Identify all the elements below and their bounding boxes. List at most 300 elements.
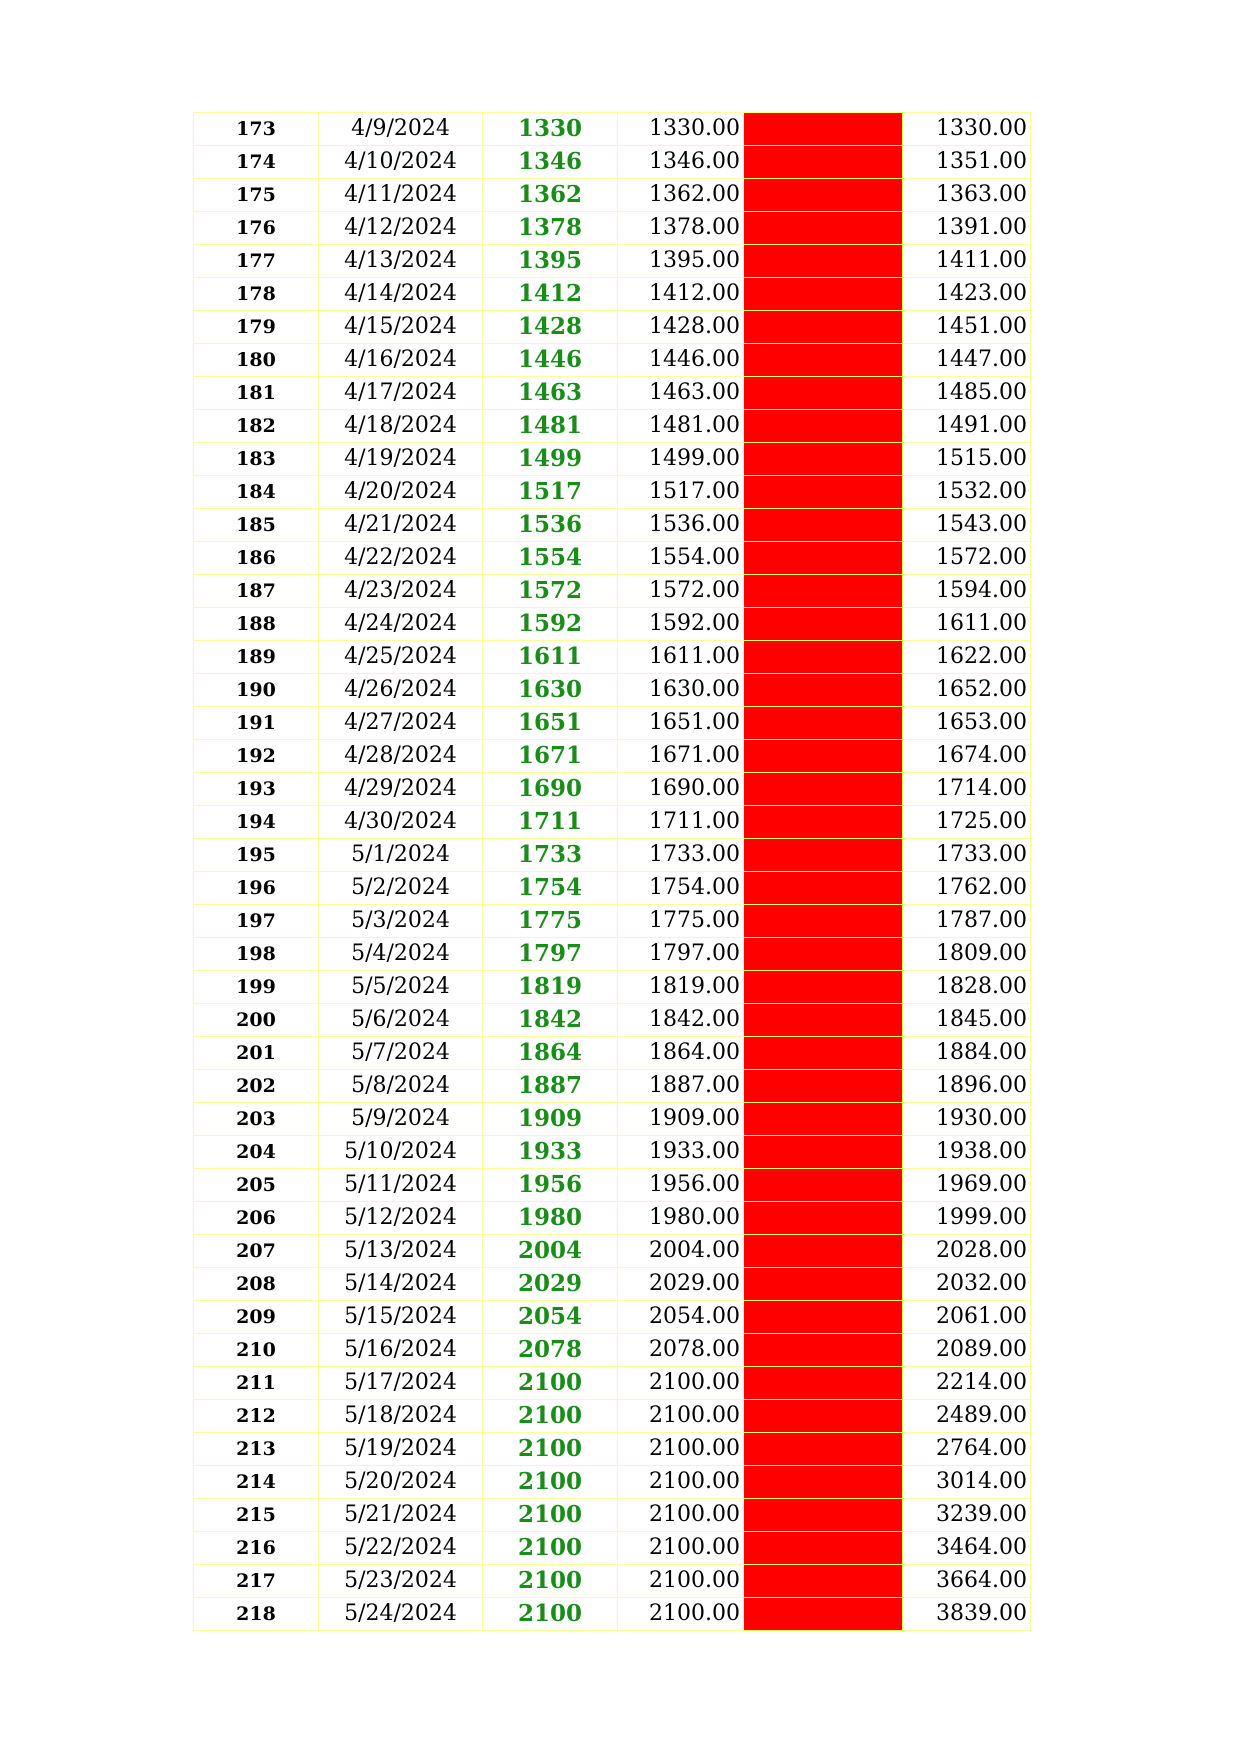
row-number-cell[interactable]: 213 — [194, 1433, 319, 1466]
red-flag-cell[interactable] — [744, 146, 903, 179]
target-cell[interactable]: 1412 — [483, 278, 618, 311]
date-cell[interactable]: 5/22/2024 — [319, 1532, 483, 1565]
value-cell[interactable]: 1330.00 — [618, 113, 744, 146]
actual-cell[interactable]: 1762.00 — [903, 872, 1031, 905]
row-number-cell[interactable]: 188 — [194, 608, 319, 641]
value-cell[interactable]: 2100.00 — [618, 1400, 744, 1433]
target-cell[interactable]: 1481 — [483, 410, 618, 443]
actual-cell[interactable]: 1572.00 — [903, 542, 1031, 575]
red-flag-cell[interactable] — [744, 311, 903, 344]
target-cell[interactable]: 1754 — [483, 872, 618, 905]
target-cell[interactable]: 1671 — [483, 740, 618, 773]
actual-cell[interactable]: 1969.00 — [903, 1169, 1031, 1202]
row-number-cell[interactable]: 185 — [194, 509, 319, 542]
red-flag-cell[interactable] — [744, 1466, 903, 1499]
red-flag-cell[interactable] — [744, 476, 903, 509]
red-flag-cell[interactable] — [744, 1433, 903, 1466]
actual-cell[interactable]: 1622.00 — [903, 641, 1031, 674]
table-row — [194, 542, 1031, 575]
red-flag-cell[interactable] — [744, 575, 903, 608]
table-row — [194, 311, 1031, 344]
actual-cell[interactable]: 1653.00 — [903, 707, 1031, 740]
red-flag-cell[interactable] — [744, 443, 903, 476]
date-cell[interactable]: 4/27/2024 — [319, 707, 483, 740]
target-cell[interactable]: 1446 — [483, 344, 618, 377]
target-cell[interactable]: 1554 — [483, 542, 618, 575]
table-row — [194, 1334, 1031, 1367]
row-number-cell[interactable]: 176 — [194, 212, 319, 245]
row-number-cell[interactable]: 201 — [194, 1037, 319, 1070]
red-flag-cell[interactable] — [744, 608, 903, 641]
table-row — [194, 146, 1031, 179]
red-flag-cell[interactable] — [744, 344, 903, 377]
value-cell[interactable]: 1572.00 — [618, 575, 744, 608]
actual-cell[interactable]: 1930.00 — [903, 1103, 1031, 1136]
red-flag-cell[interactable] — [744, 179, 903, 212]
actual-cell[interactable]: 2028.00 — [903, 1235, 1031, 1268]
target-cell[interactable]: 1428 — [483, 311, 618, 344]
target-cell[interactable]: 2100 — [483, 1499, 618, 1532]
date-cell[interactable]: 5/5/2024 — [319, 971, 483, 1004]
target-cell[interactable]: 1536 — [483, 509, 618, 542]
date-cell[interactable]: 5/15/2024 — [319, 1301, 483, 1334]
actual-cell[interactable]: 2089.00 — [903, 1334, 1031, 1367]
target-cell[interactable]: 1572 — [483, 575, 618, 608]
target-cell[interactable]: 1980 — [483, 1202, 618, 1235]
date-cell[interactable]: 5/24/2024 — [319, 1598, 483, 1631]
row-number-cell[interactable]: 208 — [194, 1268, 319, 1301]
date-cell[interactable]: 5/20/2024 — [319, 1466, 483, 1499]
red-flag-cell[interactable] — [744, 212, 903, 245]
actual-cell[interactable]: 1714.00 — [903, 773, 1031, 806]
actual-cell[interactable]: 1594.00 — [903, 575, 1031, 608]
red-flag-cell[interactable] — [744, 377, 903, 410]
actual-cell[interactable]: 1999.00 — [903, 1202, 1031, 1235]
table-row — [194, 1070, 1031, 1103]
value-cell[interactable]: 1412.00 — [618, 278, 744, 311]
row-number-cell[interactable]: 211 — [194, 1367, 319, 1400]
row-number-cell[interactable]: 205 — [194, 1169, 319, 1202]
row-number-cell[interactable]: 190 — [194, 674, 319, 707]
row-number-cell[interactable]: 216 — [194, 1532, 319, 1565]
target-cell[interactable]: 1819 — [483, 971, 618, 1004]
value-cell[interactable]: 1933.00 — [618, 1136, 744, 1169]
actual-cell[interactable]: 1330.00 — [903, 113, 1031, 146]
target-cell[interactable]: 1933 — [483, 1136, 618, 1169]
table-row — [194, 1532, 1031, 1565]
value-cell[interactable]: 1362.00 — [618, 179, 744, 212]
actual-cell[interactable]: 3839.00 — [903, 1598, 1031, 1631]
date-cell[interactable]: 4/16/2024 — [319, 344, 483, 377]
actual-cell[interactable]: 1674.00 — [903, 740, 1031, 773]
table-row — [194, 1499, 1031, 1532]
target-cell[interactable]: 2029 — [483, 1268, 618, 1301]
value-cell[interactable]: 2100.00 — [618, 1433, 744, 1466]
actual-cell[interactable]: 1543.00 — [903, 509, 1031, 542]
red-flag-cell[interactable] — [744, 971, 903, 1004]
row-number-cell[interactable]: 184 — [194, 476, 319, 509]
value-cell[interactable]: 2100.00 — [618, 1565, 744, 1598]
red-flag-cell[interactable] — [744, 113, 903, 146]
row-number-cell[interactable]: 215 — [194, 1499, 319, 1532]
value-cell[interactable]: 1592.00 — [618, 608, 744, 641]
red-flag-cell[interactable] — [744, 509, 903, 542]
red-flag-cell[interactable] — [744, 674, 903, 707]
value-cell[interactable]: 1554.00 — [618, 542, 744, 575]
date-cell[interactable]: 5/7/2024 — [319, 1037, 483, 1070]
row-number-cell[interactable]: 191 — [194, 707, 319, 740]
value-cell[interactable]: 1864.00 — [618, 1037, 744, 1070]
red-flag-cell[interactable] — [744, 641, 903, 674]
row-number-cell[interactable]: 202 — [194, 1070, 319, 1103]
target-cell[interactable]: 2100 — [483, 1466, 618, 1499]
actual-cell[interactable]: 1491.00 — [903, 410, 1031, 443]
value-cell[interactable]: 1630.00 — [618, 674, 744, 707]
value-cell[interactable]: 1956.00 — [618, 1169, 744, 1202]
date-cell[interactable]: 4/26/2024 — [319, 674, 483, 707]
date-cell[interactable]: 4/10/2024 — [319, 146, 483, 179]
date-cell[interactable]: 5/4/2024 — [319, 938, 483, 971]
target-cell[interactable]: 1864 — [483, 1037, 618, 1070]
date-cell[interactable]: 5/10/2024 — [319, 1136, 483, 1169]
red-flag-cell[interactable] — [744, 1169, 903, 1202]
value-cell[interactable]: 1395.00 — [618, 245, 744, 278]
red-flag-cell[interactable] — [744, 1400, 903, 1433]
date-cell[interactable]: 5/11/2024 — [319, 1169, 483, 1202]
row-number-cell[interactable]: 194 — [194, 806, 319, 839]
actual-cell[interactable]: 1515.00 — [903, 443, 1031, 476]
red-flag-cell[interactable] — [744, 278, 903, 311]
red-flag-cell[interactable] — [744, 1334, 903, 1367]
value-cell[interactable]: 1842.00 — [618, 1004, 744, 1037]
value-cell[interactable]: 1775.00 — [618, 905, 744, 938]
row-number-cell[interactable]: 218 — [194, 1598, 319, 1631]
row-number-cell[interactable]: 214 — [194, 1466, 319, 1499]
actual-cell[interactable]: 1411.00 — [903, 245, 1031, 278]
date-cell[interactable]: 5/21/2024 — [319, 1499, 483, 1532]
date-cell[interactable]: 5/3/2024 — [319, 905, 483, 938]
table-row — [194, 1301, 1031, 1334]
table-row — [194, 179, 1031, 212]
target-cell[interactable]: 1463 — [483, 377, 618, 410]
value-cell[interactable]: 2078.00 — [618, 1334, 744, 1367]
target-cell[interactable]: 2054 — [483, 1301, 618, 1334]
red-flag-cell[interactable] — [744, 245, 903, 278]
target-cell[interactable]: 1592 — [483, 608, 618, 641]
date-cell[interactable]: 4/13/2024 — [319, 245, 483, 278]
target-cell[interactable]: 1797 — [483, 938, 618, 971]
actual-cell[interactable]: 1896.00 — [903, 1070, 1031, 1103]
red-flag-cell[interactable] — [744, 1499, 903, 1532]
target-cell[interactable]: 2100 — [483, 1433, 618, 1466]
row-number-cell[interactable]: 178 — [194, 278, 319, 311]
red-flag-cell[interactable] — [744, 1301, 903, 1334]
target-cell[interactable]: 1611 — [483, 641, 618, 674]
date-cell[interactable]: 5/6/2024 — [319, 1004, 483, 1037]
target-cell[interactable]: 2078 — [483, 1334, 618, 1367]
table-row — [194, 740, 1031, 773]
table-row — [194, 971, 1031, 1004]
value-cell[interactable]: 1980.00 — [618, 1202, 744, 1235]
date-cell[interactable]: 4/28/2024 — [319, 740, 483, 773]
actual-cell[interactable]: 1485.00 — [903, 377, 1031, 410]
target-cell[interactable]: 1330 — [483, 113, 618, 146]
target-cell[interactable]: 2100 — [483, 1598, 618, 1631]
row-number-cell[interactable]: 217 — [194, 1565, 319, 1598]
value-cell[interactable]: 1536.00 — [618, 509, 744, 542]
row-number-cell[interactable]: 180 — [194, 344, 319, 377]
row-number-cell[interactable]: 210 — [194, 1334, 319, 1367]
table-row — [194, 1268, 1031, 1301]
target-cell[interactable]: 1346 — [483, 146, 618, 179]
table-row — [194, 278, 1031, 311]
actual-cell[interactable]: 3014.00 — [903, 1466, 1031, 1499]
date-cell[interactable]: 4/9/2024 — [319, 113, 483, 146]
actual-cell[interactable]: 3464.00 — [903, 1532, 1031, 1565]
target-cell[interactable]: 1887 — [483, 1070, 618, 1103]
value-cell[interactable]: 1463.00 — [618, 377, 744, 410]
value-cell[interactable]: 2100.00 — [618, 1499, 744, 1532]
date-cell[interactable]: 5/17/2024 — [319, 1367, 483, 1400]
target-cell[interactable]: 2100 — [483, 1532, 618, 1565]
date-cell[interactable]: 5/19/2024 — [319, 1433, 483, 1466]
date-cell[interactable]: 4/14/2024 — [319, 278, 483, 311]
red-flag-cell[interactable] — [744, 542, 903, 575]
row-number-cell[interactable]: 212 — [194, 1400, 319, 1433]
red-flag-cell[interactable] — [744, 740, 903, 773]
actual-cell[interactable]: 2764.00 — [903, 1433, 1031, 1466]
date-cell[interactable]: 5/14/2024 — [319, 1268, 483, 1301]
date-cell[interactable]: 5/16/2024 — [319, 1334, 483, 1367]
target-cell[interactable]: 1651 — [483, 707, 618, 740]
date-cell[interactable]: 4/21/2024 — [319, 509, 483, 542]
date-cell[interactable]: 5/18/2024 — [319, 1400, 483, 1433]
value-cell[interactable]: 1428.00 — [618, 311, 744, 344]
value-cell[interactable]: 2029.00 — [618, 1268, 744, 1301]
data-table — [193, 112, 1031, 1631]
value-cell[interactable]: 1499.00 — [618, 443, 744, 476]
red-flag-cell[interactable] — [744, 1004, 903, 1037]
actual-cell[interactable]: 1733.00 — [903, 839, 1031, 872]
date-cell[interactable]: 5/12/2024 — [319, 1202, 483, 1235]
row-number-cell[interactable]: 207 — [194, 1235, 319, 1268]
actual-cell[interactable]: 1447.00 — [903, 344, 1031, 377]
value-cell[interactable]: 2004.00 — [618, 1235, 744, 1268]
target-cell[interactable]: 1517 — [483, 476, 618, 509]
date-cell[interactable]: 4/17/2024 — [319, 377, 483, 410]
red-flag-cell[interactable] — [744, 1565, 903, 1598]
red-flag-cell[interactable] — [744, 1136, 903, 1169]
value-cell[interactable]: 1690.00 — [618, 773, 744, 806]
value-cell[interactable]: 2100.00 — [618, 1532, 744, 1565]
actual-cell[interactable]: 1725.00 — [903, 806, 1031, 839]
table-row — [194, 443, 1031, 476]
target-cell[interactable]: 1378 — [483, 212, 618, 245]
row-number-cell[interactable]: 204 — [194, 1136, 319, 1169]
row-number-cell[interactable]: 199 — [194, 971, 319, 1004]
date-cell[interactable]: 4/24/2024 — [319, 608, 483, 641]
target-cell[interactable]: 1909 — [483, 1103, 618, 1136]
target-cell[interactable]: 2100 — [483, 1367, 618, 1400]
red-flag-cell[interactable] — [744, 1202, 903, 1235]
target-cell[interactable]: 1842 — [483, 1004, 618, 1037]
red-flag-cell[interactable] — [744, 806, 903, 839]
row-number-cell[interactable]: 183 — [194, 443, 319, 476]
actual-cell[interactable]: 2032.00 — [903, 1268, 1031, 1301]
date-cell[interactable]: 4/11/2024 — [319, 179, 483, 212]
date-cell[interactable]: 5/23/2024 — [319, 1565, 483, 1598]
target-cell[interactable]: 1362 — [483, 179, 618, 212]
table-row — [194, 377, 1031, 410]
value-cell[interactable]: 1651.00 — [618, 707, 744, 740]
table-row — [194, 1202, 1031, 1235]
table-row — [194, 1037, 1031, 1070]
actual-cell[interactable]: 2214.00 — [903, 1367, 1031, 1400]
red-flag-cell[interactable] — [744, 938, 903, 971]
target-cell[interactable]: 1630 — [483, 674, 618, 707]
value-cell[interactable]: 2100.00 — [618, 1466, 744, 1499]
row-number-cell[interactable]: 195 — [194, 839, 319, 872]
row-number-cell[interactable]: 192 — [194, 740, 319, 773]
table-row — [194, 806, 1031, 839]
row-number-cell[interactable]: 174 — [194, 146, 319, 179]
row-number-cell[interactable]: 175 — [194, 179, 319, 212]
red-flag-cell[interactable] — [744, 1268, 903, 1301]
red-flag-cell[interactable] — [744, 1367, 903, 1400]
value-cell[interactable]: 1819.00 — [618, 971, 744, 1004]
target-cell[interactable]: 2004 — [483, 1235, 618, 1268]
actual-cell[interactable]: 1809.00 — [903, 938, 1031, 971]
date-cell[interactable]: 4/29/2024 — [319, 773, 483, 806]
actual-cell[interactable]: 3664.00 — [903, 1565, 1031, 1598]
value-cell[interactable]: 2100.00 — [618, 1598, 744, 1631]
date-cell[interactable]: 4/25/2024 — [319, 641, 483, 674]
value-cell[interactable]: 1671.00 — [618, 740, 744, 773]
value-cell[interactable]: 2100.00 — [618, 1367, 744, 1400]
row-number-cell[interactable]: 200 — [194, 1004, 319, 1037]
date-cell[interactable]: 5/8/2024 — [319, 1070, 483, 1103]
actual-cell[interactable]: 2061.00 — [903, 1301, 1031, 1334]
target-cell[interactable]: 2100 — [483, 1565, 618, 1598]
date-cell[interactable]: 5/13/2024 — [319, 1235, 483, 1268]
date-cell[interactable]: 4/12/2024 — [319, 212, 483, 245]
row-number-cell[interactable]: 206 — [194, 1202, 319, 1235]
value-cell[interactable]: 1797.00 — [618, 938, 744, 971]
red-flag-cell[interactable] — [744, 773, 903, 806]
actual-cell[interactable]: 1532.00 — [903, 476, 1031, 509]
date-cell[interactable]: 4/15/2024 — [319, 311, 483, 344]
date-cell[interactable]: 5/9/2024 — [319, 1103, 483, 1136]
actual-cell[interactable]: 1787.00 — [903, 905, 1031, 938]
date-cell[interactable]: 4/22/2024 — [319, 542, 483, 575]
date-cell[interactable]: 4/19/2024 — [319, 443, 483, 476]
target-cell[interactable]: 1956 — [483, 1169, 618, 1202]
row-number-cell[interactable]: 197 — [194, 905, 319, 938]
row-number-cell[interactable]: 186 — [194, 542, 319, 575]
actual-cell[interactable]: 1652.00 — [903, 674, 1031, 707]
row-number-cell[interactable]: 181 — [194, 377, 319, 410]
red-flag-cell[interactable] — [744, 1103, 903, 1136]
actual-cell[interactable]: 1884.00 — [903, 1037, 1031, 1070]
date-cell[interactable]: 4/23/2024 — [319, 575, 483, 608]
target-cell[interactable]: 1499 — [483, 443, 618, 476]
red-flag-cell[interactable] — [744, 905, 903, 938]
red-flag-cell[interactable] — [744, 839, 903, 872]
value-cell[interactable]: 1378.00 — [618, 212, 744, 245]
row-number-cell[interactable]: 187 — [194, 575, 319, 608]
actual-cell[interactable]: 1391.00 — [903, 212, 1031, 245]
date-cell[interactable]: 5/1/2024 — [319, 839, 483, 872]
value-cell[interactable]: 1909.00 — [618, 1103, 744, 1136]
date-cell[interactable]: 4/30/2024 — [319, 806, 483, 839]
value-cell[interactable]: 1733.00 — [618, 839, 744, 872]
table-row — [194, 707, 1031, 740]
row-number-cell[interactable]: 203 — [194, 1103, 319, 1136]
row-number-cell[interactable]: 182 — [194, 410, 319, 443]
row-number-cell[interactable]: 189 — [194, 641, 319, 674]
actual-cell[interactable]: 1845.00 — [903, 1004, 1031, 1037]
actual-cell[interactable]: 1363.00 — [903, 179, 1031, 212]
red-flag-cell[interactable] — [744, 1598, 903, 1631]
row-number-cell[interactable]: 209 — [194, 1301, 319, 1334]
date-cell[interactable]: 4/20/2024 — [319, 476, 483, 509]
date-cell[interactable]: 4/18/2024 — [319, 410, 483, 443]
red-flag-cell[interactable] — [744, 1037, 903, 1070]
red-flag-cell[interactable] — [744, 1070, 903, 1103]
row-number-cell[interactable]: 179 — [194, 311, 319, 344]
target-cell[interactable]: 1775 — [483, 905, 618, 938]
value-cell[interactable]: 1887.00 — [618, 1070, 744, 1103]
value-cell[interactable]: 1611.00 — [618, 641, 744, 674]
target-cell[interactable]: 1711 — [483, 806, 618, 839]
target-cell[interactable]: 1395 — [483, 245, 618, 278]
target-cell[interactable]: 2100 — [483, 1400, 618, 1433]
actual-cell[interactable]: 1611.00 — [903, 608, 1031, 641]
actual-cell[interactable]: 1451.00 — [903, 311, 1031, 344]
row-number-cell[interactable]: 193 — [194, 773, 319, 806]
red-flag-cell[interactable] — [744, 1532, 903, 1565]
value-cell[interactable]: 1446.00 — [618, 344, 744, 377]
red-flag-cell[interactable] — [744, 1235, 903, 1268]
actual-cell[interactable]: 1423.00 — [903, 278, 1031, 311]
red-flag-cell[interactable] — [744, 410, 903, 443]
value-cell[interactable]: 1517.00 — [618, 476, 744, 509]
table-row — [194, 905, 1031, 938]
row-number-cell[interactable]: 177 — [194, 245, 319, 278]
target-cell[interactable]: 1733 — [483, 839, 618, 872]
value-cell[interactable]: 2054.00 — [618, 1301, 744, 1334]
row-number-cell[interactable]: 198 — [194, 938, 319, 971]
table-row — [194, 674, 1031, 707]
table-row — [194, 1169, 1031, 1202]
row-number-cell[interactable]: 173 — [194, 113, 319, 146]
value-cell[interactable]: 1711.00 — [618, 806, 744, 839]
target-cell[interactable]: 1690 — [483, 773, 618, 806]
table-row — [194, 1367, 1031, 1400]
red-flag-cell[interactable] — [744, 872, 903, 905]
row-number-cell[interactable]: 196 — [194, 872, 319, 905]
actual-cell[interactable]: 3239.00 — [903, 1499, 1031, 1532]
actual-cell[interactable]: 1351.00 — [903, 146, 1031, 179]
actual-cell[interactable]: 2489.00 — [903, 1400, 1031, 1433]
value-cell[interactable]: 1481.00 — [618, 410, 744, 443]
value-cell[interactable]: 1754.00 — [618, 872, 744, 905]
red-flag-cell[interactable] — [744, 707, 903, 740]
date-cell[interactable]: 5/2/2024 — [319, 872, 483, 905]
actual-cell[interactable]: 1828.00 — [903, 971, 1031, 1004]
value-cell[interactable]: 1346.00 — [618, 146, 744, 179]
actual-cell[interactable]: 1938.00 — [903, 1136, 1031, 1169]
